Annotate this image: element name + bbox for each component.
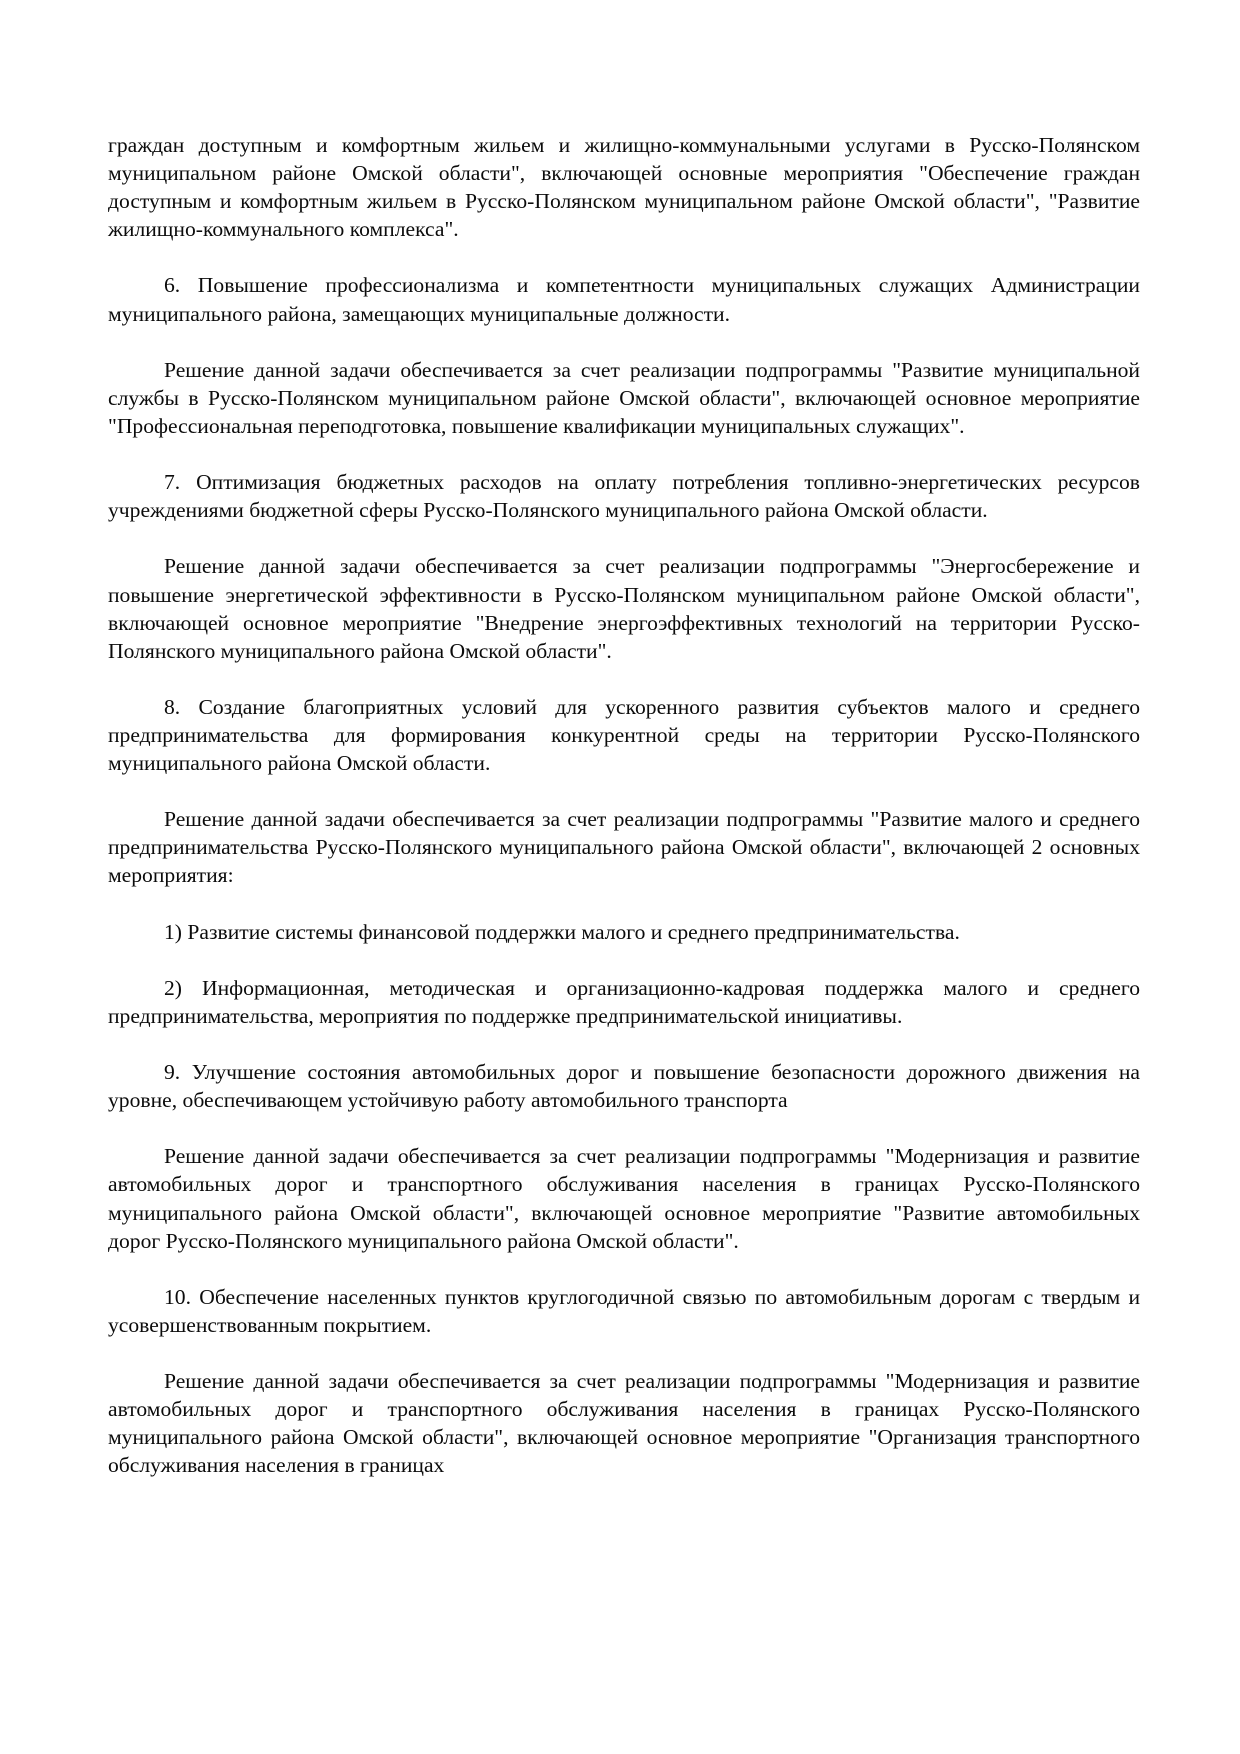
paragraph-solution-6: Решение данной задачи обеспечивается за счет реализации подпрограммы "Развитие муниципальной службы в Русско-Полянском муниципальном районе Омской области", включающей основное мероприятие "Профессиональная переподготовка, повышение квалификации муниципальных служащих". xyxy=(108,357,1140,438)
paragraph-solution-10: Решение данной задачи обеспечивается за счет реализации подпрограммы "Модернизация и развитие автомобильных дорог и транспортного обслуживания населения в границах Русско-Полянского муниципального района Омской области", включающей основное мероприятие "Организация транспортного обслуживания населения в границах xyxy=(108,1369,1140,1478)
paragraph-task-9: 9. Улучшение состояния автомобильных дорог и повышение безопасности дорожного движения на уровне, обеспечивающем устойчивую работу автомобильного транспорта xyxy=(108,1060,1140,1113)
paragraph-list-item-1: 1) Развитие системы финансовой поддержки малого и среднего предпринимательства. xyxy=(164,919,960,944)
paragraph-task-7: 7. Оптимизация бюджетных расходов на оплату потребления топливно-энергетических ресурсов учреждениями бюджетной сферы Русско-Полянского муниципального района Омской области. xyxy=(108,470,1140,523)
document-text-column xyxy=(108,131,1140,1480)
paragraph-task-6: 6. Повышение профессионализма и компетентности муниципальных служащих Администрации муниципального района, замещающих муниципальные должности. xyxy=(108,273,1140,326)
paragraph-solution-7: Решение данной задачи обеспечивается за счет реализации подпрограммы "Энергосбережение и повышение энергетической эффективности в Русско-Полянском муниципальном районе Омской области", включающей основное мероприятие "Внедрение энергоэффективных технологий на территории Русско-Полянского муниципального района Омской области". xyxy=(108,554,1140,663)
paragraph-task-8: 8. Создание благоприятных условий для ускоренного развития субъектов малого и среднего предпринимательства для формирования конкурентной среды на территории Русско-Полянского муниципального района Омской области. xyxy=(108,694,1140,776)
paragraph-list-item-2: 2) Информационная, методическая и организационно-кадровая поддержка малого и среднего предпринимательства, мероприятия по поддержке предпринимательской инициативы. xyxy=(108,975,1140,1028)
paragraph-solution-8: Решение данной задачи обеспечивается за счет реализации подпрограммы "Развитие малого и среднего предпринимательства Русско-Полянского муниципального района Омской области", включающей 2 основных мероприятия: xyxy=(108,807,1140,888)
paragraph-solution-9: Решение данной задачи обеспечивается за счет реализации подпрограммы "Модернизация и развитие автомобильных дорог и транспортного обслуживания населения в границах Русско-Полянского муниципального района Омской области", включающей основное мероприятие "Развитие автомобильных дорог Русско-Полянского муниципального района Омской области". xyxy=(108,1144,1140,1253)
paragraph-continued-housing: граждан доступным и комфортным жильем и жилищно-коммунальными услугами в Русско-Полянском муниципальном районе Омской области", включающей основные мероприятия "Обеспечение граждан доступным и комфортным жильем в Русско-Полянском муниципальном районе Омской области", "Развитие жилищно-коммунального комплекса". xyxy=(108,133,1140,242)
paragraph-task-10: 10. Обеспечение населенных пунктов круглогодичной связью по автомобильным дорогам с твердым и усовершенствованным покрытием. xyxy=(108,1284,1140,1337)
